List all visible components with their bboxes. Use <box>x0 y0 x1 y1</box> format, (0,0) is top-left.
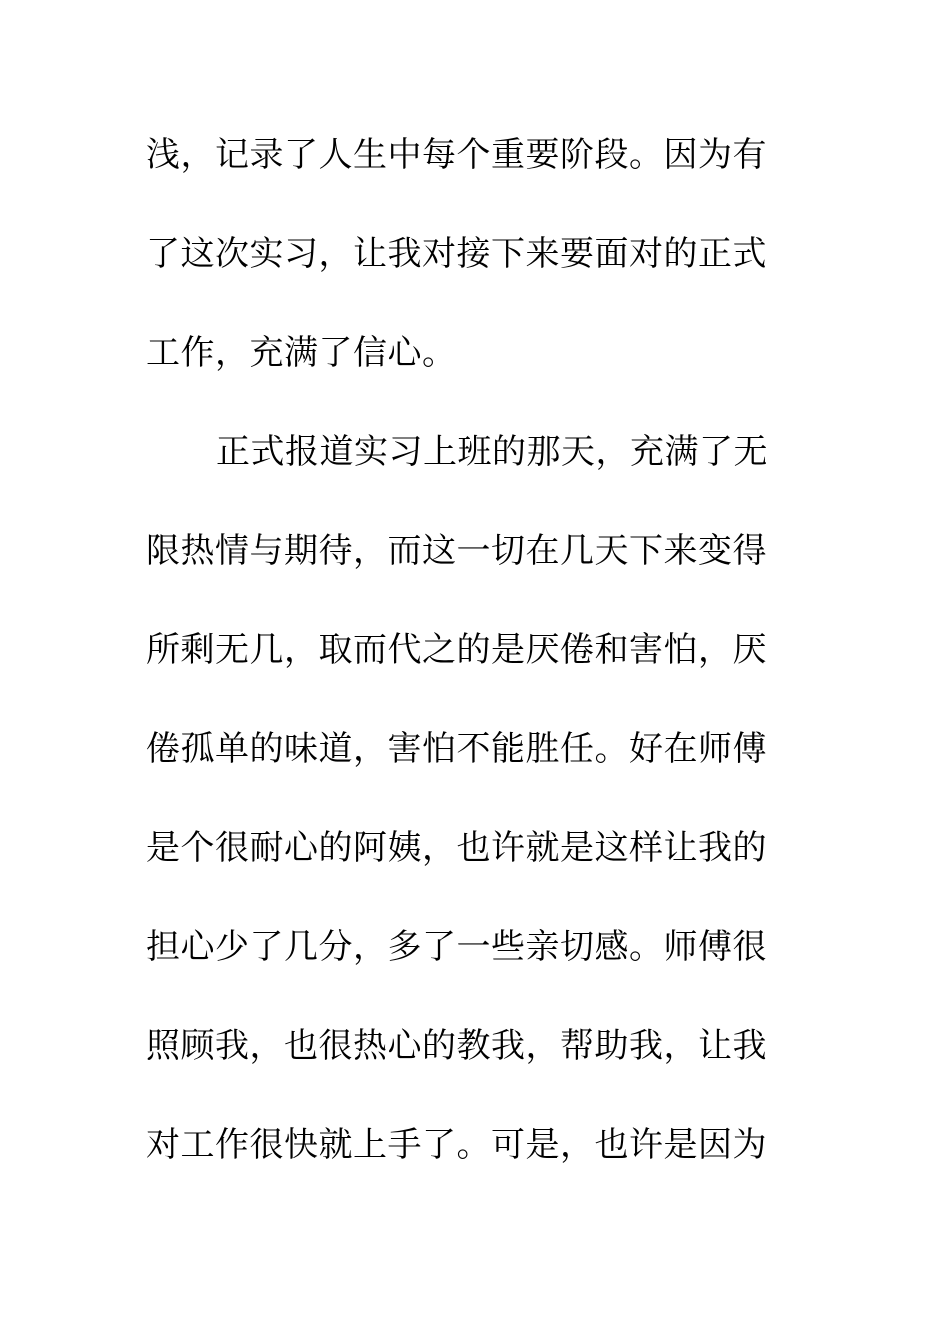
text-line: 限热情与期待，而这一切在几天下来变得 <box>146 531 767 571</box>
text-line: 工作，充满了信心。 <box>146 333 457 373</box>
text-line: 是个很耐心的阿姨，也许就是这样让我的 <box>146 828 767 868</box>
text-line: 照顾我，也很热心的教我，帮助我，让我 <box>146 1026 767 1066</box>
text-line: 浅，记录了人生中每个重要阶段。因为有 <box>146 135 767 175</box>
paragraph-start-line: 正式报道实习上班的那天，充满了无 <box>216 432 768 472</box>
body-text <box>146 122 786 1211</box>
text-line: 所剩无几，取而代之的是厌倦和害怕，厌 <box>146 630 767 670</box>
text-line: 担心少了几分，多了一些亲切感。师傅很 <box>146 927 767 967</box>
text-line: 对工作很快就上手了。可是，也许是因为 <box>146 1125 767 1165</box>
text-line: 倦孤单的味道，害怕不能胜任。好在师傅 <box>146 729 767 769</box>
text-line: 了这次实习，让我对接下来要面对的正式 <box>146 234 767 274</box>
